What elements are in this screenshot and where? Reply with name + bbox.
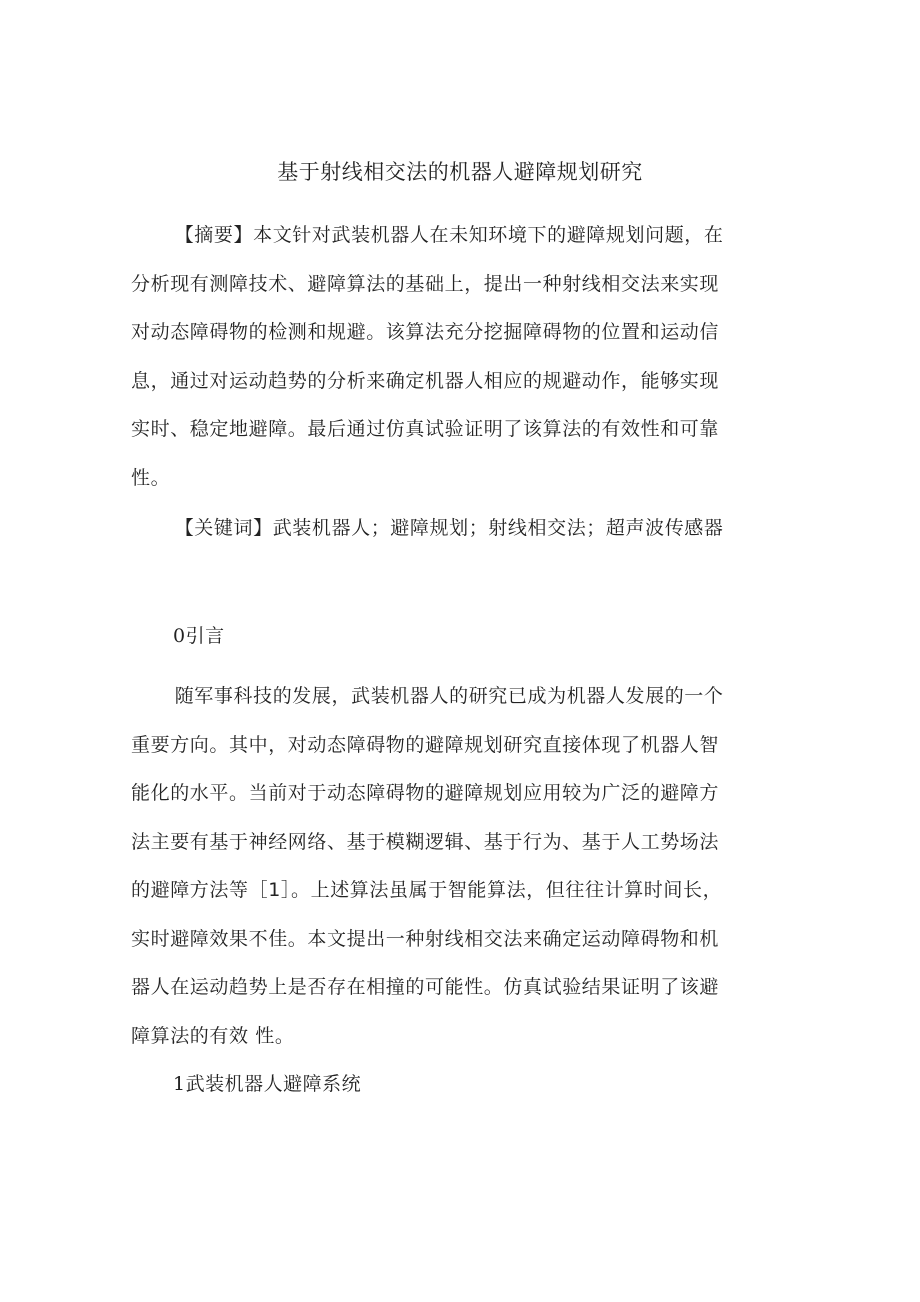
keywords-label: 【关键词】 [174, 517, 273, 539]
abstract-label: 【摘要】 [174, 224, 254, 246]
section-heading-avoidance-system [173, 1064, 361, 1104]
keywords-text: 武装机器人；避障规划；射线相交法；超声波传感器 [272, 517, 724, 539]
section-heading-text: 武装机器人避障系统 [185, 1073, 362, 1095]
abstract-text: 本文针对武装机器人在未知环境下的避障规划问题，在分析现有测障技术、避障算法的基础上，提出一种射线相交法来实现对动态障碍物的检测和规避。该算法充分挖掘障碍物的位置和运动信息，通过对运动趋势的分析来确定机器人相应的规避动作，能够实现实时、稳定地避障。最后通过仿真试验证明了该算法的有效性和可靠性。 [131, 224, 724, 489]
section-heading-introduction [173, 616, 225, 656]
introduction-paragraph: 随军事科技的发展，武装机器人的研究已成为机器人发展的一个重要方向。其中，对动态障碍物的避障规划研究直接体现了机器人智能化的水平。当前对于动态障碍物的避障规划应用较为广泛的避障方法主要有基于神经网络、基于模糊逻辑、基于行为、基于人工势场法的避障方法等［1］。上述算法虽属于智能算法，但往往计算时间长，实时避障效果不佳。本文提出一种射线相交法来确定运动障碍物和机器人在运动趋势上是否存在相撞的可能性。仿真试验结果证明了该避障算法的有效 性。 [131, 685, 724, 1047]
abstract-paragraph [131, 211, 731, 502]
keywords-paragraph [131, 504, 731, 553]
section-heading-text: 引言 [185, 625, 225, 647]
section-number: 0 [173, 625, 186, 647]
paper-title: 基于射线相交法的机器人避障规划研究 [277, 160, 643, 184]
section-number: 1 [173, 1073, 186, 1095]
